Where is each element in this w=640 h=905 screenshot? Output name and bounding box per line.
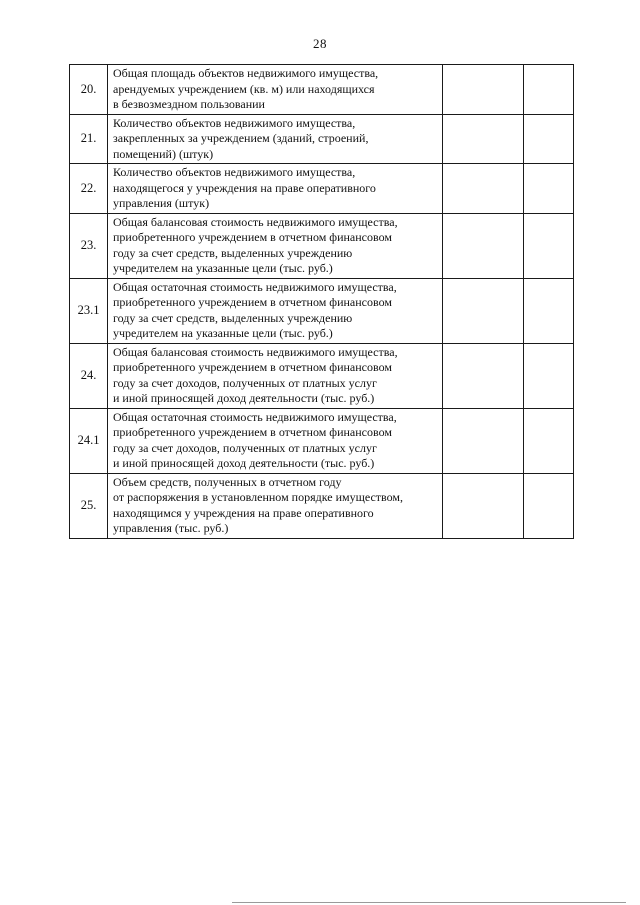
description-line: Количество объектов недвижимого имущества, [113, 165, 356, 179]
value-cell-b[interactable] [524, 213, 574, 278]
description-line: находящегося у учреждения на праве оперативного [113, 180, 376, 195]
scan-edge-line [232, 902, 626, 903]
description-line: Общая площадь объектов недвижимого имущества, [113, 66, 379, 80]
row-description [108, 408, 443, 473]
row-number: 22. [70, 164, 108, 214]
table-row [70, 164, 574, 214]
row-number: 23.1 [70, 278, 108, 343]
description-line: году за счет доходов, полученных от платных услуг [113, 440, 377, 455]
description-line: Общая остаточная стоимость недвижимого имущества, [113, 409, 397, 424]
value-cell-a[interactable] [443, 408, 524, 473]
description-line: Общая остаточная стоимость недвижимого имущества, [113, 279, 397, 294]
description-line: году за счет средств, выделенных учреждению [113, 310, 353, 325]
row-description [108, 343, 443, 408]
value-cell-b[interactable] [524, 343, 574, 408]
description-line: и иной приносящей доход деятельности (тыс. руб.) [113, 456, 375, 470]
value-cell-b[interactable] [524, 278, 574, 343]
description-line: закрепленных за учреждением (зданий, строений, [113, 131, 369, 145]
value-cell-a[interactable] [443, 473, 524, 538]
description-line: арендуемых учреждением (кв. м) или находящихся [113, 81, 375, 96]
value-cell-a[interactable] [443, 164, 524, 214]
description-line: управления (штук) [113, 196, 210, 210]
row-description [108, 278, 443, 343]
table-body [70, 65, 574, 539]
description-line: приобретенного учреждением в отчетном финансовом [113, 425, 392, 439]
table-row [70, 65, 574, 115]
row-number: 24. [70, 343, 108, 408]
value-cell-b[interactable] [524, 408, 574, 473]
value-cell-a[interactable] [443, 343, 524, 408]
row-number: 20. [70, 65, 108, 115]
value-cell-a[interactable] [443, 213, 524, 278]
description-line: приобретенного учреждением в отчетном финансовом [113, 360, 392, 374]
value-cell-b[interactable] [524, 473, 574, 538]
description-line: Количество объектов недвижимого имущества, [113, 115, 356, 130]
description-line: Общая балансовая стоимость недвижимого имущества, [113, 344, 398, 359]
row-number: 21. [70, 114, 108, 164]
table-row [70, 343, 574, 408]
row-description [108, 213, 443, 278]
value-cell-b[interactable] [524, 164, 574, 214]
description-line: году за счет средств, выделенных учреждению [113, 245, 353, 260]
value-cell-a[interactable] [443, 65, 524, 115]
value-cell-b[interactable] [524, 65, 574, 115]
table-row [70, 408, 574, 473]
row-number: 25. [70, 473, 108, 538]
description-line: от распоряжения в установленном порядке имуществом, [113, 490, 403, 504]
description-line: учредителем на указанные цели (тыс. руб.) [113, 261, 333, 275]
report-table [69, 64, 574, 539]
description-line: Объем средств, полученных в отчетном году [113, 474, 342, 489]
row-number: 24.1 [70, 408, 108, 473]
description-line: и иной приносящей доход деятельности (тыс. руб.) [113, 391, 375, 405]
value-cell-a[interactable] [443, 114, 524, 164]
table-row [70, 114, 574, 164]
row-description [108, 164, 443, 214]
row-description [108, 473, 443, 538]
description-line: году за счет доходов, полученных от платных услуг [113, 375, 377, 390]
table-row [70, 213, 574, 278]
description-line: в безвозмездном пользовании [113, 97, 265, 111]
table-row [70, 278, 574, 343]
row-number: 23. [70, 213, 108, 278]
value-cell-a[interactable] [443, 278, 524, 343]
description-line: помещений) (штук) [113, 146, 214, 161]
description-line: находящимся у учреждения на праве оперативного [113, 505, 374, 520]
description-line: приобретенного учреждением в отчетном финансовом [113, 295, 392, 309]
value-cell-b[interactable] [524, 114, 574, 164]
table-row [70, 473, 574, 538]
row-description [108, 65, 443, 115]
description-line: управления (тыс. руб.) [113, 521, 229, 535]
page-number: 28 [313, 36, 327, 51]
row-description [108, 114, 443, 164]
description-line: приобретенного учреждением в отчетном финансовом [113, 230, 392, 244]
description-line: Общая балансовая стоимость недвижимого имущества, [113, 214, 398, 229]
description-line: учредителем на указанные цели (тыс. руб.) [113, 326, 333, 340]
